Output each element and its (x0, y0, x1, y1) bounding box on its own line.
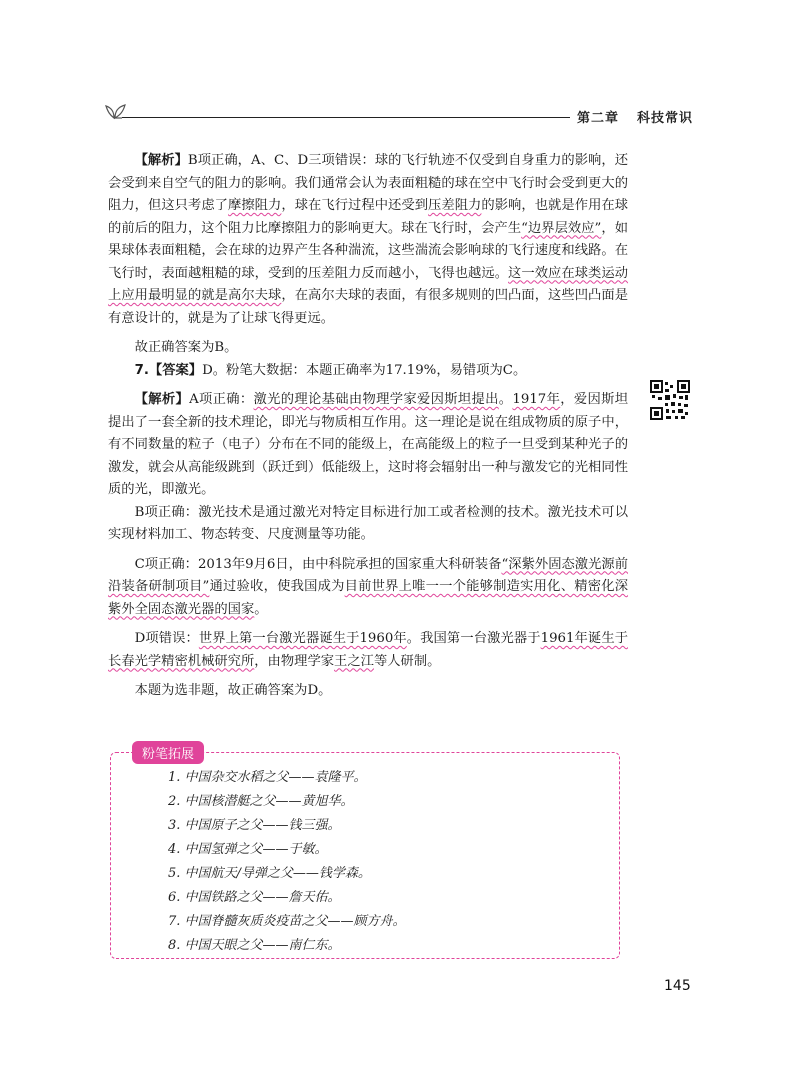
text-run: 。 (498, 392, 513, 407)
text-run: D。粉笔大数据：本题正确率为17.19%，易错项为C。 (202, 362, 527, 378)
text-run: 的影响，也就是作用在球的前后的阻力，这个阻力比摩擦阻力的影响更大。球在飞行时，会产生 (108, 198, 629, 236)
paragraph (108, 554, 628, 622)
paragraph (108, 680, 628, 703)
text-run: 。 (254, 601, 268, 617)
extension-list (168, 766, 406, 958)
explanation-body (108, 150, 628, 703)
highlighted-text: “边界层效应” (521, 220, 602, 236)
extension-tag: 粉笔拓展 (132, 741, 204, 764)
text-run: D项错误： (134, 631, 199, 646)
text-run: 。我国第一台激光器于 (406, 631, 541, 646)
highlighted-text: 这一效应在球类运动上应用最明显的就是高尔夫球 (108, 265, 629, 303)
highlighted-text: 目前世界上唯一一个能够制造实用化、精密化深紫外全固态激光器的国家 (108, 579, 629, 617)
chapter-title: 科技常识 (637, 111, 694, 126)
paragraph (108, 337, 628, 360)
text-run: ，由物理学家 (254, 653, 335, 669)
text-run: ，如果球体表面粗糙，会在球的边界产生各种湍流，这些湍流会影响球的飞行速度和线路。在飞行时，表面越粗糙的球，受到的压差阻力反而越小，飞得也越远。 (108, 220, 629, 281)
highlighted-text: 王之江 (334, 653, 374, 669)
highlighted-text: 世界上第一台激光器诞生于1960年 (198, 631, 407, 646)
text-run: 本题为选非题，故正确答案为D。 (134, 683, 332, 698)
list-item: 6. 中国铁路之父——詹天佑。 (168, 890, 341, 905)
highlighted-text: 激光的理论基础由物理学家爱因斯坦提出 (253, 392, 499, 407)
paragraph (108, 502, 628, 547)
list-item: 2. 中国核潜艇之父——黄旭华。 (168, 794, 354, 809)
highlighted-text: 1917年 (512, 392, 561, 407)
page-number: 145 (664, 978, 691, 994)
list-item: 4. 中国氢弹之父——于敏。 (168, 842, 328, 857)
label-text: 【解析】 (134, 153, 188, 168)
paragraph (108, 628, 628, 673)
list-item: 8. 中国天眼之父——南仁东。 (168, 938, 341, 953)
highlighted-text: 摩擦阻力 (228, 198, 282, 213)
highlighted-text: 1961年诞生于长春光学精密机械研究所 (108, 631, 628, 669)
paragraph (108, 389, 628, 502)
text-run: ，爱因斯坦提出了一套全新的技术理论，即光与物质相互作用。这一理论是说在组成物质的原子中，有不同数量的粒子（电子）分布在不同的能级上，在高能级上的粒子一旦受到某种光子的激发，就会从高能级跳到（跃迁到）低能级上，这时将会辐射出一种与激发它的光相同性质的光，即激光。 (108, 392, 628, 497)
qr-code-icon (650, 380, 690, 420)
text-run: C项正确：2013年9月6日，由中科院承担的国家重大科研装备 (134, 556, 502, 572)
text-run: ，球在飞行过程中还受到 (281, 198, 429, 213)
text-run: 等人研制。 (373, 653, 441, 669)
highlighted-text: 压差阻力 (428, 198, 482, 213)
text-run: 故正确答案为B。 (134, 340, 238, 355)
chapter-header (577, 107, 693, 126)
text-run: B项正确，A、C、D三项错误：球的飞行轨迹不仅受到自身重力的影响，还会受到来自空气的阻力的影响。我们通常会认为表面粗糙的球在空中飞行时会受到更大的阻力，但这只考虑了 (108, 153, 628, 213)
list-item: 7. 中国脊髓灰质炎疫苗之父——顾方舟。 (168, 914, 406, 929)
highlighted-text: “深紫外固态激光源前沿装备研制项目” (108, 556, 628, 594)
label-text: 7.【答案】 (134, 362, 203, 378)
paragraph (108, 150, 628, 330)
label-text: 【解析】 (134, 392, 190, 407)
list-item: 5. 中国航天/导弹之父——钱学森。 (168, 866, 371, 881)
text-run: B项正确：激光技术是通过激光对特定目标进行加工或者检测的技术。激光技术可以实现材料加工、物态转变、尺度测量等功能。 (108, 504, 628, 542)
list-item: 1. 中国杂交水稻之父——袁隆平。 (168, 770, 367, 785)
chapter-number: 第二章 (577, 111, 620, 126)
text-run: 通过验收，使我国成为 (209, 579, 345, 594)
header-rule (122, 117, 570, 118)
text-run: ，在高尔夫球的表面，有很多规则的凹凸面，这些凹凸面是有意设计的，就是为了让球飞得更远。 (108, 288, 629, 326)
paragraph (108, 360, 628, 383)
text-run: A项正确： (189, 392, 254, 407)
list-item: 3. 中国原子之父——钱三强。 (168, 818, 341, 833)
